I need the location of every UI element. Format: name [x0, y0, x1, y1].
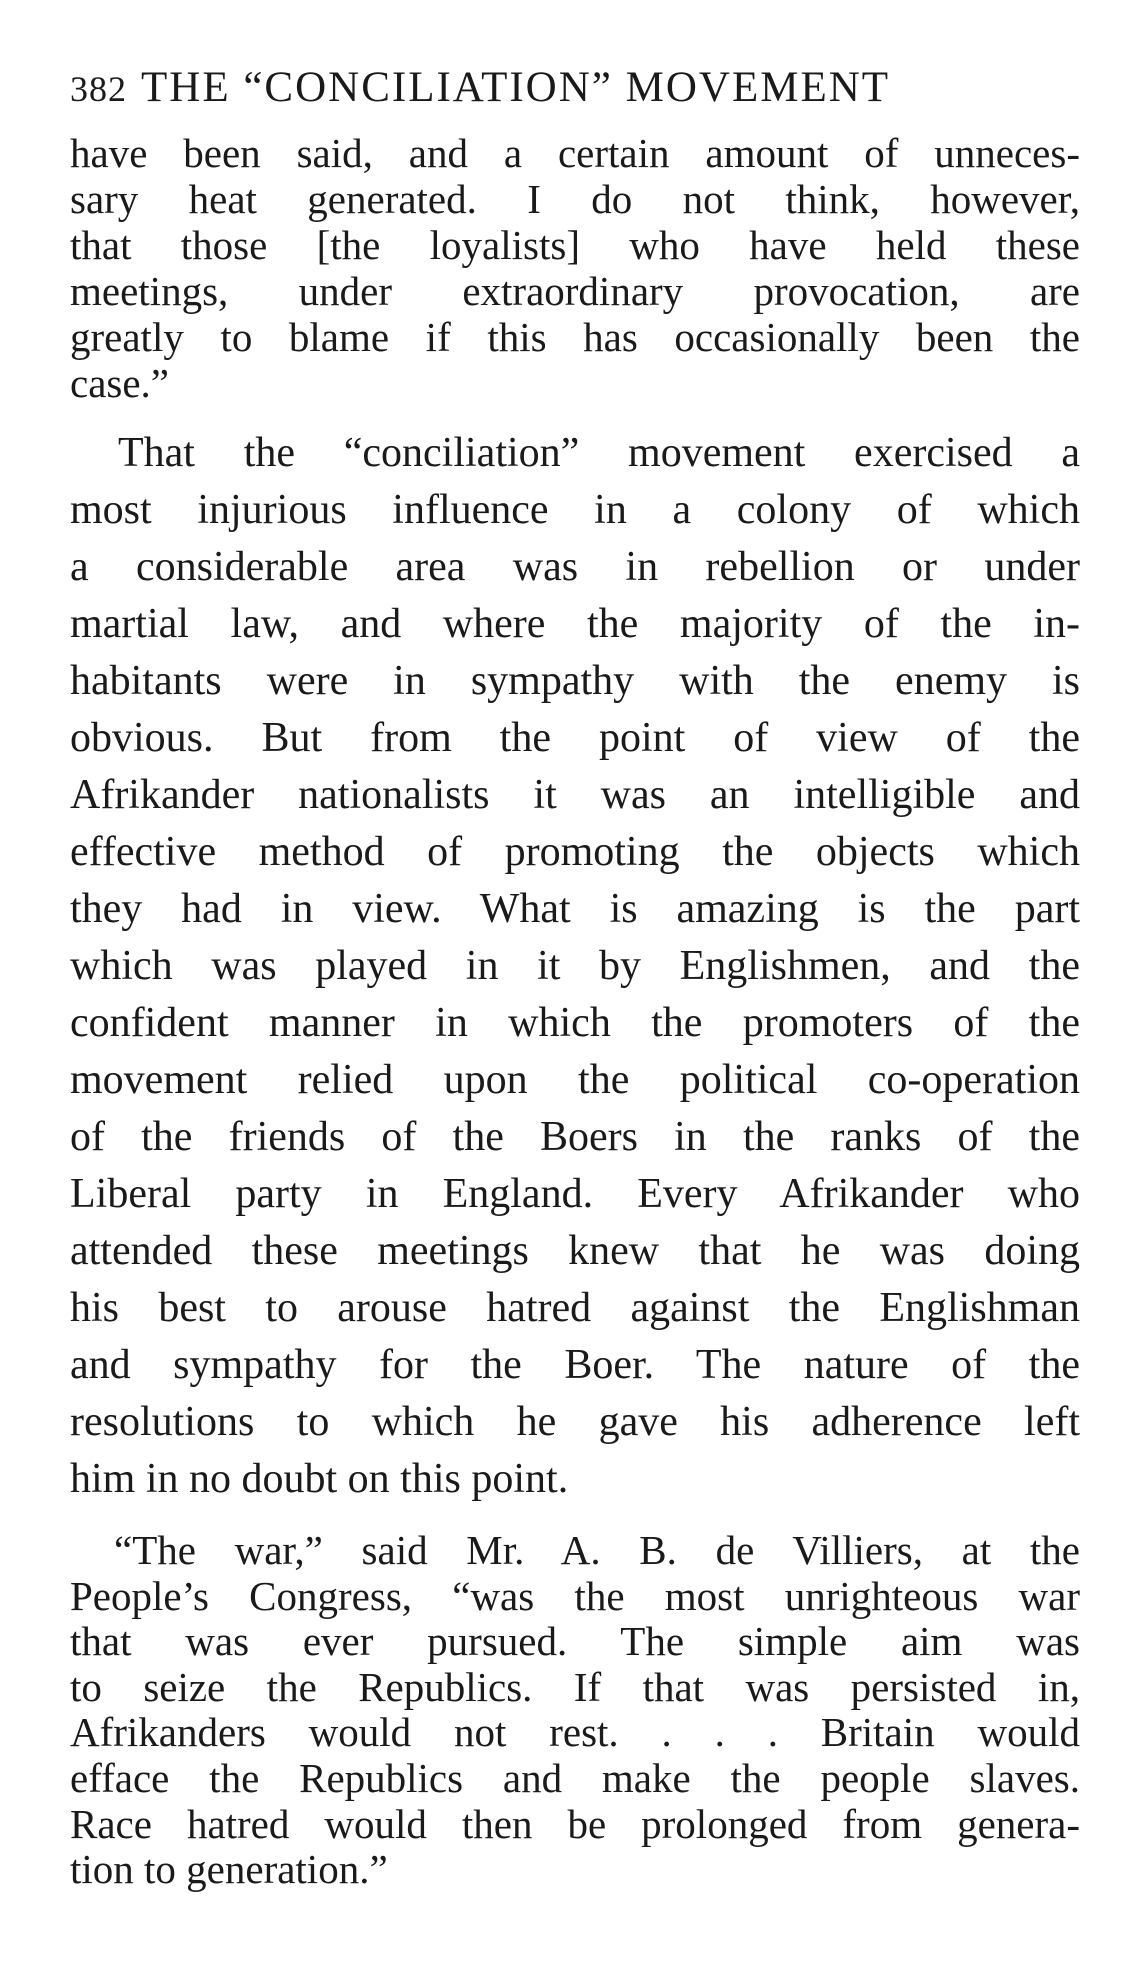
- text-line: effective method of promoting the objects which: [70, 829, 1080, 875]
- text-line: to seize the Republics. If that was persisted in,: [70, 1663, 1080, 1710]
- text-line: resolutions to which he gave his adherence left: [70, 1399, 1080, 1445]
- text-line: they had in view. What is amazing is the part: [70, 886, 1080, 932]
- text-line: him in no doubt on this point.: [70, 1456, 569, 1502]
- running-title: THE “CONCILIATION” MOVEMENT: [141, 64, 891, 111]
- text-line: of the friends of the Boers in the ranks of the: [70, 1114, 1080, 1160]
- text-line: tion to generation.”: [70, 1846, 388, 1893]
- text-line: Race hatred would then be prolonged from genera-: [70, 1800, 1080, 1847]
- text-line: efface the Republics and make the people slaves.: [70, 1754, 1080, 1801]
- text-line: Afrikander nationalists it was an intelligible and: [70, 772, 1080, 818]
- text-line: meetings, under extraordinary provocation, are: [70, 268, 1080, 314]
- text-line: case.”: [70, 360, 169, 406]
- text-line: that those [the loyalists] who have held these: [70, 222, 1080, 268]
- text-line: “The war,” said Mr. A. B. de Villiers, at the: [114, 1527, 1080, 1573]
- text-line: and sympathy for the Boer. The nature of the: [70, 1342, 1080, 1388]
- text-line: obvious. But from the point of view of the: [70, 715, 1080, 761]
- text-line: martial law, and where the majority of the in-: [70, 601, 1080, 647]
- text-line: movement relied upon the political co-operation: [70, 1057, 1080, 1103]
- text-line: most injurious influence in a colony of which: [70, 487, 1080, 533]
- text-line: habitants were in sympathy with the enemy is: [70, 658, 1080, 704]
- text-line: confident manner in which the promoters of the: [70, 1000, 1080, 1046]
- text-line: which was played in it by Englishmen, and the: [70, 943, 1080, 989]
- text-line: have been said, and a certain amount of unneces-: [70, 130, 1080, 176]
- running-header: [70, 60, 1080, 116]
- text-line: That the “conciliation” movement exercised a: [118, 430, 1080, 476]
- text-line: a considerable area was in rebellion or under: [70, 544, 1080, 590]
- text-line: greatly to blame if this has occasionally been the: [70, 314, 1080, 360]
- quote-continuation: [70, 130, 1080, 406]
- text-line: his best to arouse hatred against the Englishman: [70, 1285, 1080, 1331]
- text-line: attended these meetings knew that he was doing: [70, 1228, 1080, 1274]
- main-paragraph: [70, 425, 1080, 1508]
- text-line: sary heat generated. I do not think, however,: [70, 176, 1080, 222]
- villiers-quote: [70, 1528, 1080, 1893]
- text-line: Afrikanders would not rest. . . . Britain would: [70, 1709, 1080, 1756]
- text-line: that was ever pursued. The simple aim was: [70, 1618, 1080, 1665]
- text-line: Liberal party in England. Every Afrikander who: [70, 1171, 1080, 1217]
- page-number: 382: [70, 69, 127, 109]
- text-line: People’s Congress, “was the most unrighteous war: [70, 1572, 1080, 1619]
